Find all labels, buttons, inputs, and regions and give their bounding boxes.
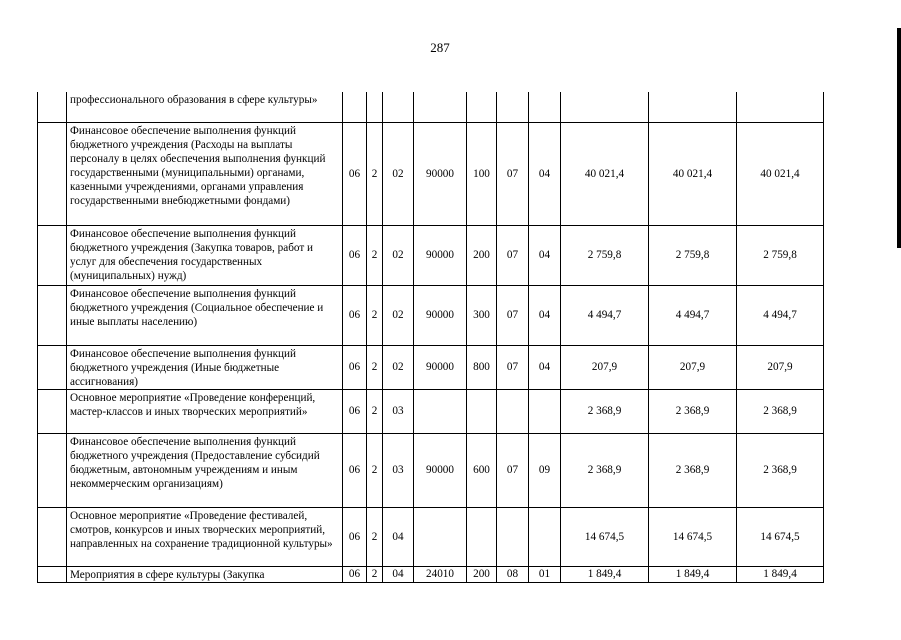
row-description: профессионального образования в сфере культуры» — [67, 92, 343, 122]
cell-program — [367, 92, 383, 122]
cell-program: 2 — [367, 285, 383, 345]
table-row — [38, 225, 824, 285]
cell-subprogram: 02 — [383, 225, 414, 285]
cell-direction — [414, 507, 467, 566]
cell-ministry: 06 — [343, 225, 367, 285]
cell-year1: 207,9 — [561, 345, 649, 389]
table-row — [38, 566, 824, 582]
cell-ministry: 06 — [343, 566, 367, 582]
budget-table — [37, 92, 824, 583]
cell-expense-type: 800 — [467, 345, 497, 389]
cell-year2: 2 368,9 — [649, 389, 737, 433]
cell-direction: 90000 — [414, 285, 467, 345]
cell-subsection: 01 — [529, 566, 561, 582]
cell-direction — [414, 92, 467, 122]
cell-ministry: 06 — [343, 122, 367, 225]
cell-year3: 1 849,4 — [737, 566, 824, 582]
cell-program: 2 — [367, 389, 383, 433]
cell-program: 2 — [367, 122, 383, 225]
row-index-cell — [38, 389, 67, 433]
cell-expense-type: 600 — [467, 433, 497, 507]
row-index-cell — [38, 507, 67, 566]
cell-direction: 90000 — [414, 225, 467, 285]
cell-year1: 2 759,8 — [561, 225, 649, 285]
cell-expense-type — [467, 92, 497, 122]
table-row — [38, 433, 824, 507]
cell-subprogram: 04 — [383, 507, 414, 566]
cell-year3: 2 368,9 — [737, 389, 824, 433]
cell-section: 08 — [497, 566, 529, 582]
table-row — [38, 122, 824, 225]
cell-year2: 207,9 — [649, 345, 737, 389]
cell-program: 2 — [367, 433, 383, 507]
cell-year1: 14 674,5 — [561, 507, 649, 566]
cell-year3 — [737, 92, 824, 122]
cell-year3: 2 368,9 — [737, 433, 824, 507]
table-row — [38, 507, 824, 566]
cell-direction — [414, 389, 467, 433]
cell-subsection: 04 — [529, 285, 561, 345]
cell-subprogram — [383, 92, 414, 122]
cell-year1: 40 021,4 — [561, 122, 649, 225]
row-description: Финансовое обеспечение выполнения функций бюджетного учреждения (Социальное обеспечение и иные выплаты населению) — [67, 285, 343, 345]
cell-year2: 1 849,4 — [649, 566, 737, 582]
cell-ministry: 06 — [343, 507, 367, 566]
table-row — [38, 345, 824, 389]
cell-year3: 14 674,5 — [737, 507, 824, 566]
cell-section — [497, 507, 529, 566]
cell-subprogram: 04 — [383, 566, 414, 582]
cell-year3: 2 759,8 — [737, 225, 824, 285]
table-row — [38, 92, 824, 122]
cell-ministry: 06 — [343, 285, 367, 345]
cell-direction: 90000 — [414, 345, 467, 389]
row-description: Финансовое обеспечение выполнения функций бюджетного учреждения (Расходы на выплаты персоналу в целях обеспечения выполнения функций государственными (муниципальными) органами, казенными учреждениями, органами управления государственными внебюджетными фондами) — [67, 122, 343, 225]
cell-subsection — [529, 92, 561, 122]
cell-section: 07 — [497, 225, 529, 285]
cell-year2: 2 368,9 — [649, 433, 737, 507]
cell-program: 2 — [367, 566, 383, 582]
cell-ministry — [343, 92, 367, 122]
cell-program: 2 — [367, 507, 383, 566]
cell-year3: 40 021,4 — [737, 122, 824, 225]
cell-year2: 40 021,4 — [649, 122, 737, 225]
cell-section: 07 — [497, 122, 529, 225]
cell-direction: 90000 — [414, 433, 467, 507]
table-row — [38, 285, 824, 345]
cell-subprogram: 02 — [383, 285, 414, 345]
row-index-cell — [38, 285, 67, 345]
cell-expense-type: 300 — [467, 285, 497, 345]
row-description: Мероприятия в сфере культуры (Закупка — [67, 566, 343, 582]
cell-expense-type — [467, 507, 497, 566]
row-description: Финансовое обеспечение выполнения функций бюджетного учреждения (Предоставление субсидий бюджетным, автономным учреждениям и иным некоммерческим организациям) — [67, 433, 343, 507]
cell-section: 07 — [497, 433, 529, 507]
cell-year1: 2 368,9 — [561, 389, 649, 433]
cell-direction: 90000 — [414, 122, 467, 225]
cell-subsection — [529, 389, 561, 433]
cell-subsection: 09 — [529, 433, 561, 507]
cell-direction: 24010 — [414, 566, 467, 582]
cell-expense-type — [467, 389, 497, 433]
cell-year2: 4 494,7 — [649, 285, 737, 345]
cell-year1: 4 494,7 — [561, 285, 649, 345]
row-description: Финансовое обеспечение выполнения функций бюджетного учреждения (Иные бюджетные ассигнования) — [67, 345, 343, 389]
row-index-cell — [38, 92, 67, 122]
cell-year2: 14 674,5 — [649, 507, 737, 566]
cell-year3: 4 494,7 — [737, 285, 824, 345]
cell-section — [497, 389, 529, 433]
cell-year2 — [649, 92, 737, 122]
row-index-cell — [38, 566, 67, 582]
cell-subprogram: 03 — [383, 433, 414, 507]
row-description: Основное мероприятие «Проведение фестивалей, смотров, конкурсов и иных творческих мероприятий, направленных на сохранение традиционной культуры» — [67, 507, 343, 566]
cell-section — [497, 92, 529, 122]
cell-subprogram: 02 — [383, 345, 414, 389]
row-index-cell — [38, 433, 67, 507]
cell-year3: 207,9 — [737, 345, 824, 389]
row-index-cell — [38, 225, 67, 285]
cell-year1 — [561, 92, 649, 122]
cell-subprogram: 03 — [383, 389, 414, 433]
table-row — [38, 389, 824, 433]
cell-ministry: 06 — [343, 389, 367, 433]
cell-subsection: 04 — [529, 122, 561, 225]
cell-ministry: 06 — [343, 345, 367, 389]
cell-section: 07 — [497, 345, 529, 389]
cell-subsection: 04 — [529, 225, 561, 285]
cell-program: 2 — [367, 345, 383, 389]
cell-subprogram: 02 — [383, 122, 414, 225]
row-index-cell — [38, 345, 67, 389]
row-description: Основное мероприятие «Проведение конференций, мастер-классов и иных творческих мероприятий» — [67, 389, 343, 433]
cell-expense-type: 100 — [467, 122, 497, 225]
cell-expense-type: 200 — [467, 566, 497, 582]
cell-year2: 2 759,8 — [649, 225, 737, 285]
cell-subsection: 04 — [529, 345, 561, 389]
cell-year1: 1 849,4 — [561, 566, 649, 582]
row-index-cell — [38, 122, 67, 225]
cell-expense-type: 200 — [467, 225, 497, 285]
cell-subsection — [529, 507, 561, 566]
table-body — [38, 92, 824, 582]
page-number: 287 — [430, 40, 450, 55]
row-description: Финансовое обеспечение выполнения функций бюджетного учреждения (Закупка товаров, работ и услуг для обеспечения государственных (муниципальных) нужд) — [67, 225, 343, 285]
cell-program: 2 — [367, 225, 383, 285]
cell-year1: 2 368,9 — [561, 433, 649, 507]
scan-edge-mark — [897, 28, 901, 248]
cell-section: 07 — [497, 285, 529, 345]
cell-ministry: 06 — [343, 433, 367, 507]
